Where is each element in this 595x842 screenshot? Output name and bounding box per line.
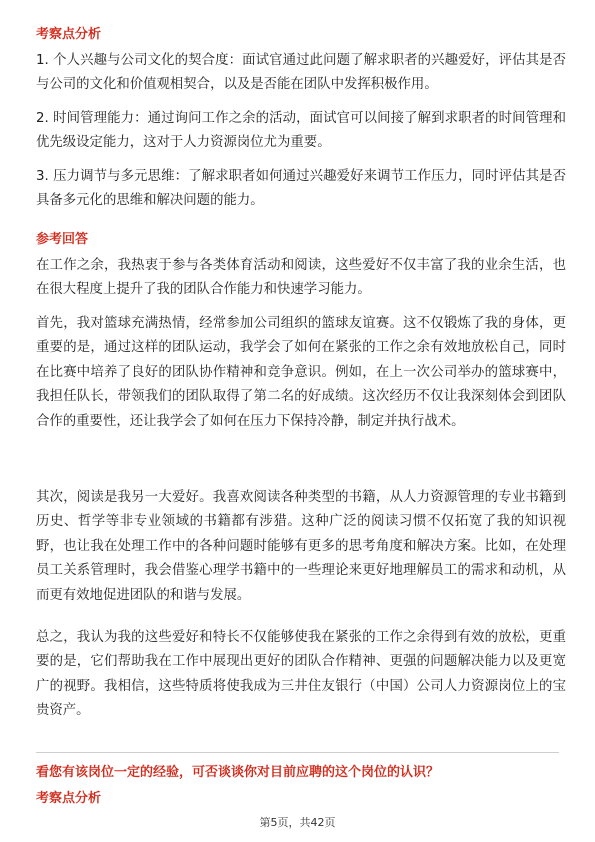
analysis-point-2: 2. 时间管理能力：通过询问工作之余的活动，面试官可以间接了解到求职者的时间管理和优先级设定能力，这对于人力资源岗位尤为重要。 [36, 111, 566, 151]
analysis-heading: 考察点分析 [36, 27, 102, 42]
section-divider [36, 752, 559, 753]
answer-paragraph-intro: 在工作之余，我热衷于参与各类体育活动和阅读，这些爱好不仅丰富了我的业余生活，也在很大程度上提升了我的团队合作能力和快速学习能力。 [36, 258, 566, 298]
next-analysis-heading: 考察点分析 [36, 791, 102, 806]
reference-answer-heading: 参考回答 [36, 232, 89, 247]
answer-paragraph-reading: 其次，阅读是我另一大爱好。我喜欢阅读各种类型的书籍，从人力资源管理的专业书籍到历史、哲学等非专业领域的书籍都有涉猎。这种广泛的阅读习惯不仅拓宽了我的知识视野，也让我在处理工作中的各种问题时能够有更多的思考角度和解决方案。比如，在处理员工关系管理时，我会借鉴心理学书籍中的一些理论来更好地理解员工的需求和动机，从而更有效地促进团队的和谐与发展。 [36, 490, 566, 603]
page-footer: 第5页，共42页 [259, 816, 336, 829]
answer-paragraph-conclusion: 总之，我认为我的这些爱好和特长不仅能够使我在紧张的工作之余得到有效的放松，更重要的是，它们帮助我在工作中展现出更好的团队合作精神、更强的问题解决能力以及更宽广的视野。我相信，这些特质将使我成为三井住友银行（中国）公司人力资源岗位上的宝贵资产。 [36, 630, 566, 719]
analysis-point-3: 3. 压力调节与多元思维：了解求职者如何通过兴趣爱好来调节工作压力，同时评估其是否具备多元化的思维和解决问题的能力。 [36, 169, 566, 209]
analysis-point-1: 1. 个人兴趣与公司文化的契合度：面试官通过此问题了解求职者的兴趣爱好，评估其是否与公司的文化和价值观相契合，以及是否能在团队中发挥积极作用。 [36, 53, 566, 93]
answer-paragraph-basketball: 首先，我对篮球充满热情，经常参加公司组织的篮球友谊赛。这不仅锻炼了我的身体，更重要的是，通过这样的团队运动，我学会了如何在紧张的工作之余有效地放松自己，同时在比赛中培养了良好的团队协作精神和竞争意识。例如，在上一次公司举办的篮球赛中，我担任队长，带领我们的团队取得了第二名的好成绩。这次经历不仅让我深刻体会到团队合作的重要性，还让我学会了如何在压力下保持冷静，制定并执行战术。 [36, 316, 566, 429]
next-question-title: 看您有该岗位一定的经验，可否谈谈你对目前应聘的这个岗位的认识？ [36, 765, 440, 780]
